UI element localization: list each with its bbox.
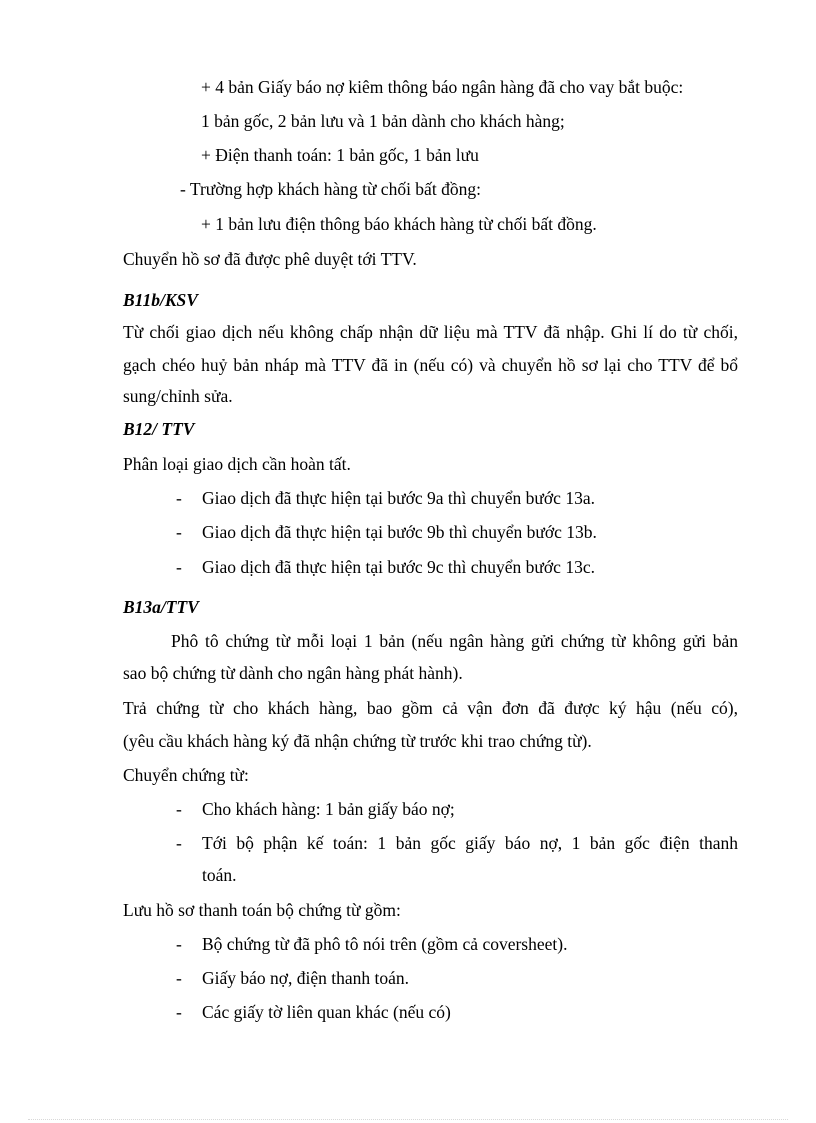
b13a-paragraph-line: (yêu cầu khách hàng ký đã nhận chứng từ trước khi trao chứng từ). bbox=[123, 731, 592, 751]
b13a-paragraph-line: sao bộ chứng từ dành cho ngân hàng phát hành). bbox=[123, 663, 463, 683]
list-item: Giao dịch đã thực hiện tại bước 9c thì chuyển bước 13c. bbox=[202, 557, 595, 577]
refusal-case-line: - Trường hợp khách hàng từ chối bất đồng: bbox=[180, 179, 481, 199]
section-heading-b12: B12/ TTV bbox=[123, 419, 195, 439]
list-dash: - bbox=[176, 968, 182, 988]
debit-note-copies: 1 bản gốc, 2 bản lưu và 1 bản dành cho khách hàng; bbox=[201, 111, 565, 131]
transfer-documents-label: Chuyển chứng từ: bbox=[123, 765, 249, 785]
transfer-approved-line: Chuyển hồ sơ đã được phê duyệt tới TTV. bbox=[123, 249, 417, 269]
page-bottom-dotted-rule bbox=[28, 1119, 788, 1120]
list-item: Các giấy tờ liên quan khác (nếu có) bbox=[202, 1002, 451, 1022]
refusal-copy-line: + 1 bản lưu điện thông báo khách hàng từ chối bất đồng. bbox=[201, 214, 597, 234]
b11b-paragraph-line: Từ chối giao dịch nếu không chấp nhận dữ liệu mà TTV đã nhập. Ghi lí do từ chối, bbox=[123, 322, 738, 342]
b12-intro: Phân loại giao dịch cần hoàn tất. bbox=[123, 454, 351, 474]
b11b-paragraph-line: sung/chỉnh sửa. bbox=[123, 386, 233, 406]
debit-note-line: + 4 bản Giấy báo nợ kiêm thông báo ngân hàng đã cho vay bắt buộc: bbox=[201, 77, 684, 97]
b11b-paragraph-line: gạch chéo huỷ bản nháp mà TTV đã in (nếu có) và chuyển hồ sơ lại cho TTV để bổ bbox=[123, 355, 738, 375]
b13a-paragraph-line: Trả chứng từ cho khách hàng, bao gồm cả vận đơn đã được ký hậu (nếu có), bbox=[123, 698, 738, 718]
archive-label: Lưu hồ sơ thanh toán bộ chứng từ gồm: bbox=[123, 900, 401, 920]
list-item: Giao dịch đã thực hiện tại bước 9a thì chuyển bước 13a. bbox=[202, 488, 595, 508]
list-dash: - bbox=[176, 934, 182, 954]
section-heading-b13a: B13a/TTV bbox=[123, 597, 199, 617]
list-item: Tới bộ phận kế toán: 1 bản gốc giấy báo nợ, 1 bản gốc điện thanh bbox=[202, 833, 738, 853]
list-item: Bộ chứng từ đã phô tô nói trên (gồm cả coversheet). bbox=[202, 934, 568, 954]
list-item: Giấy báo nợ, điện thanh toán. bbox=[202, 968, 410, 988]
list-dash: - bbox=[176, 799, 182, 819]
list-dash: - bbox=[176, 833, 182, 853]
list-item-continuation: toán. bbox=[202, 865, 237, 885]
list-dash: - bbox=[176, 488, 182, 508]
list-item: Giao dịch đã thực hiện tại bước 9b thì chuyển bước 13b. bbox=[202, 522, 597, 542]
b13a-paragraph-line: Phô tô chứng từ mỗi loại 1 bản (nếu ngân hàng gửi chứng từ không gửi bản bbox=[171, 631, 738, 651]
payment-telex-line: + Điện thanh toán: 1 bản gốc, 1 bản lưu bbox=[201, 145, 479, 165]
list-dash: - bbox=[176, 1002, 182, 1022]
section-heading-b11b: B11b/KSV bbox=[123, 290, 198, 310]
list-dash: - bbox=[176, 557, 182, 577]
list-dash: - bbox=[176, 522, 182, 542]
list-item: Cho khách hàng: 1 bản giấy báo nợ; bbox=[202, 799, 455, 819]
